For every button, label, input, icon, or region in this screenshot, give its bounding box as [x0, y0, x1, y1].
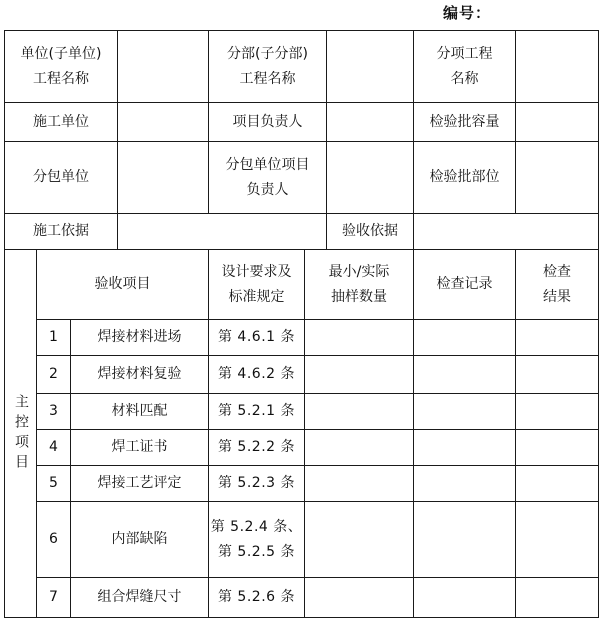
inspection-form-table: [4, 30, 599, 618]
item-sample-value[interactable]: [305, 466, 414, 502]
subcontractor-manager-value[interactable]: [327, 142, 414, 214]
table-row: [5, 502, 599, 578]
batch-capacity-value[interactable]: [516, 103, 599, 142]
item-name: 焊接工艺评定: [71, 466, 209, 502]
item-name: 焊接材料进场: [71, 320, 209, 356]
table-row: [5, 578, 599, 618]
table-row: [5, 320, 599, 356]
division-project-name-value[interactable]: [327, 31, 414, 103]
item-number: 4: [37, 430, 71, 466]
table-row: [5, 394, 599, 430]
subitem-project-name-label: 分项工程 名称: [414, 31, 516, 103]
item-number: 1: [37, 320, 71, 356]
item-standard: 第 5.2.4 条、 第 5.2.5 条: [209, 502, 305, 578]
item-standard: 第 5.2.3 条: [209, 466, 305, 502]
item-sample-value[interactable]: [305, 356, 414, 394]
item-sample-value[interactable]: [305, 502, 414, 578]
sample-quantity-header: 最小/实际 抽样数量: [305, 250, 414, 320]
acceptance-items-header: 验收项目: [37, 250, 209, 320]
serial-number-label: 编号：: [443, 4, 492, 22]
project-manager-label: 项目负责人: [209, 103, 327, 142]
item-record-value[interactable]: [414, 394, 516, 430]
project-manager-value[interactable]: [327, 103, 414, 142]
item-standard: 第 5.2.6 条: [209, 578, 305, 618]
main-control-items-label: 主控项目: [5, 250, 37, 618]
batch-location-value[interactable]: [516, 142, 599, 214]
item-standard: 第 5.2.1 条: [209, 394, 305, 430]
table-row: [5, 430, 599, 466]
construction-basis-value[interactable]: [118, 214, 327, 250]
item-record-value[interactable]: [414, 578, 516, 618]
division-label-line-2: 工程名称: [239, 70, 296, 87]
item-result-value[interactable]: [516, 430, 599, 466]
item-result-value[interactable]: [516, 394, 599, 430]
item-number: 3: [37, 394, 71, 430]
item-name: 焊工证书: [71, 430, 209, 466]
acceptance-basis-value[interactable]: [414, 214, 599, 250]
item-sample-value[interactable]: [305, 430, 414, 466]
construction-unit-value[interactable]: [118, 103, 209, 142]
division-label-line-1: 分部(子分部): [227, 45, 308, 62]
subcontractor-label: 分包单位: [5, 142, 118, 214]
item-record-value[interactable]: [414, 430, 516, 466]
construction-basis-label: 施工依据: [5, 214, 118, 250]
subcontractor-value[interactable]: [118, 142, 209, 214]
unit-project-name-value[interactable]: [118, 31, 209, 103]
batch-location-label: 检验批部位: [414, 142, 516, 214]
subcontractor-manager-label: 分包单位项目 负责人: [209, 142, 327, 214]
item-standard: 第 4.6.2 条: [209, 356, 305, 394]
item-name: 组合焊缝尺寸: [71, 578, 209, 618]
division-project-name-label: [209, 31, 327, 103]
item-record-value[interactable]: [414, 320, 516, 356]
item-number: 7: [37, 578, 71, 618]
item-result-value[interactable]: [516, 466, 599, 502]
item-number: 6: [37, 502, 71, 578]
item-record-value[interactable]: [414, 502, 516, 578]
inspection-result-header: 检查 结果: [516, 250, 599, 320]
item-record-value[interactable]: [414, 466, 516, 502]
item-standard: 第 5.2.2 条: [209, 430, 305, 466]
item-number: 2: [37, 356, 71, 394]
unit-project-name-label: 单位(子单位) 工程名称: [5, 31, 118, 103]
item-number: 5: [37, 466, 71, 502]
inspection-record-header: 检查记录: [414, 250, 516, 320]
table-row: [5, 466, 599, 502]
acceptance-basis-label: 验收依据: [327, 214, 414, 250]
item-result-value[interactable]: [516, 502, 599, 578]
item-standard: 第 4.6.1 条: [209, 320, 305, 356]
subitem-project-name-value[interactable]: [516, 31, 599, 103]
design-requirement-header: 设计要求及 标准规定: [209, 250, 305, 320]
construction-unit-label: 施工单位: [5, 103, 118, 142]
batch-capacity-label: 检验批容量: [414, 103, 516, 142]
item-result-value[interactable]: [516, 356, 599, 394]
item-sample-value[interactable]: [305, 578, 414, 618]
item-result-value[interactable]: [516, 320, 599, 356]
item-name: 内部缺陷: [71, 502, 209, 578]
item-name: 焊接材料复验: [71, 356, 209, 394]
table-row: [5, 356, 599, 394]
item-sample-value[interactable]: [305, 394, 414, 430]
item-result-value[interactable]: [516, 578, 599, 618]
item-record-value[interactable]: [414, 356, 516, 394]
item-name: 材料匹配: [71, 394, 209, 430]
item-sample-value[interactable]: [305, 320, 414, 356]
